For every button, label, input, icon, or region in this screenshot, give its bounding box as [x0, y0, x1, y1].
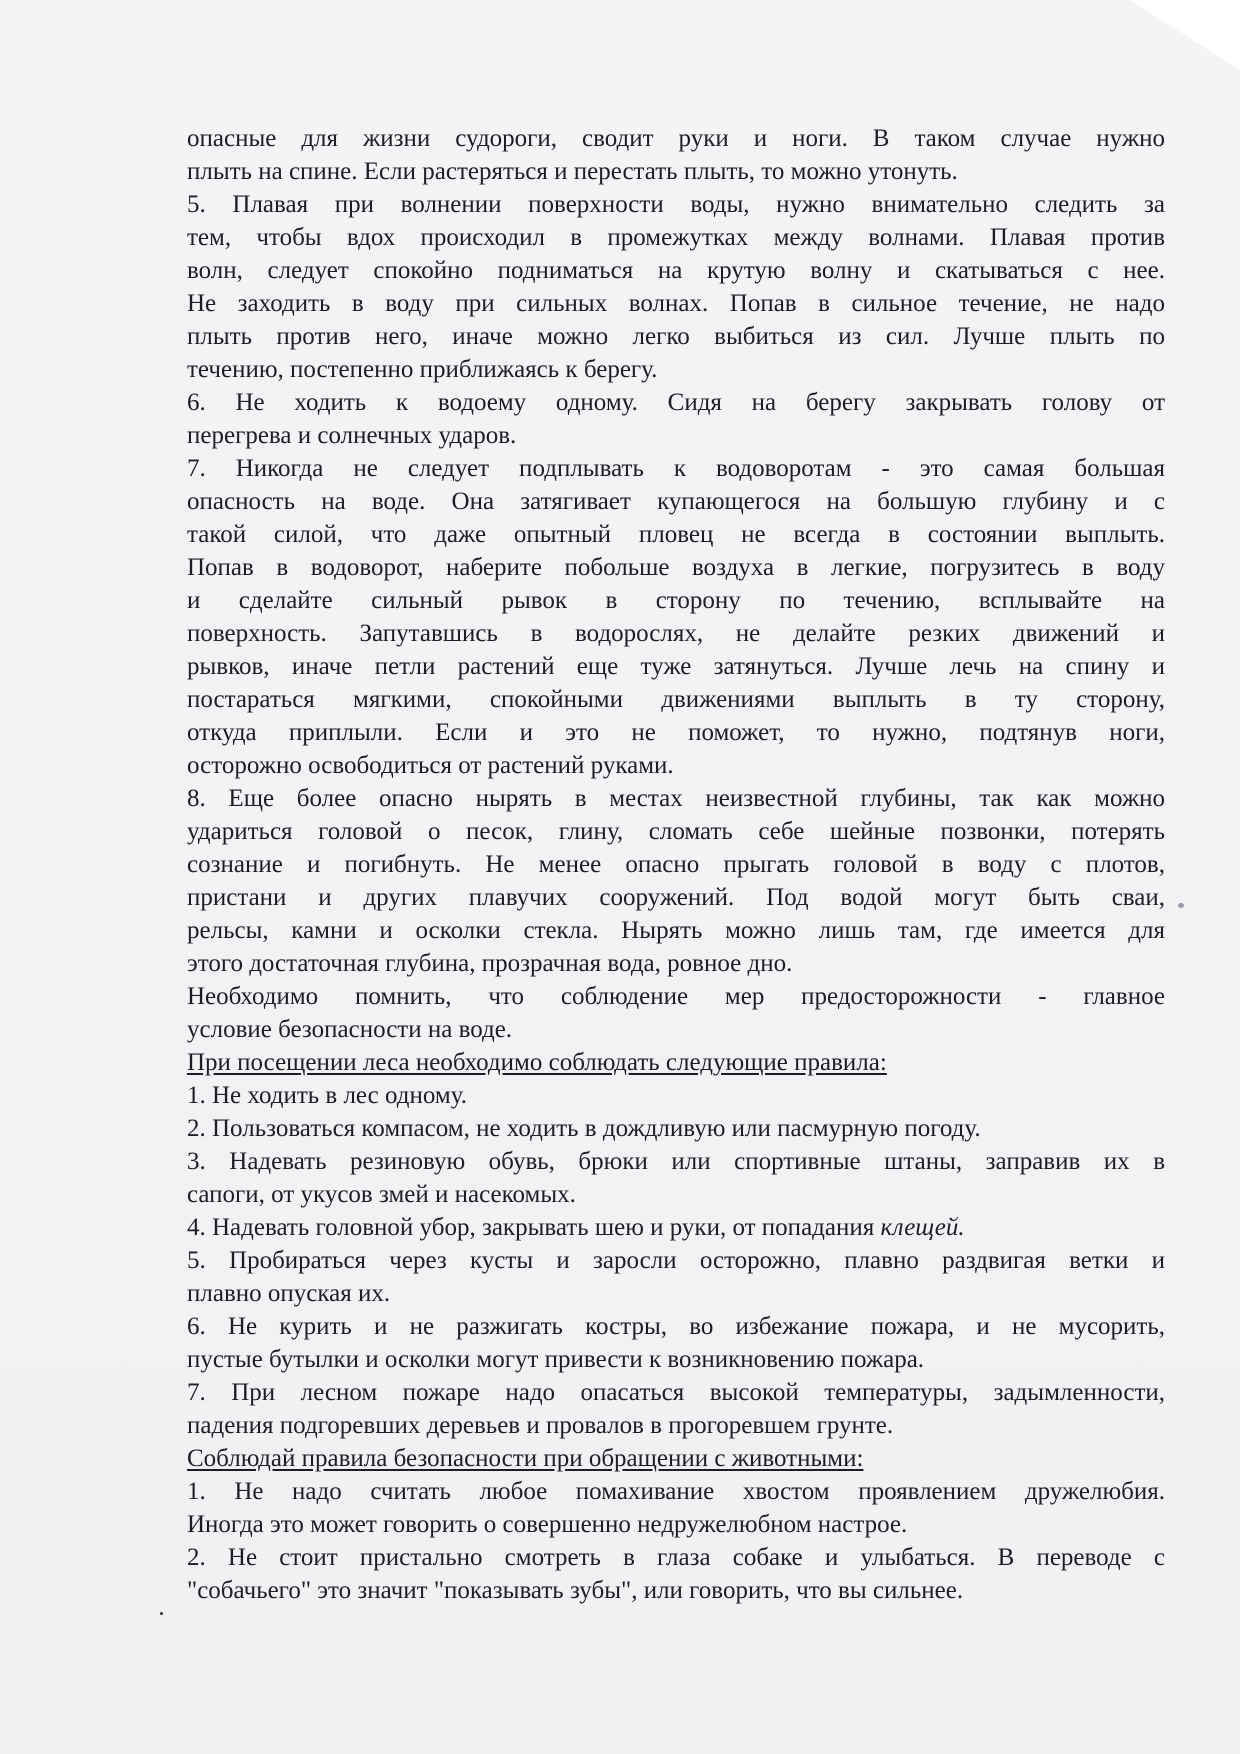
- text-line-content: 3. Надевать резиновую обувь, брюки или спортивные штаны, заправив их в: [187, 1148, 1165, 1175]
- text-line: [187, 1574, 1165, 1607]
- text-line: [187, 617, 1165, 650]
- text-line: [187, 1541, 1165, 1574]
- text-line: [187, 881, 1165, 914]
- text-line: [187, 782, 1165, 815]
- text-line: [187, 287, 1165, 320]
- text-line-content: Не заходить в воду при сильных волнах. Попав в сильное течение, не надо: [187, 290, 1165, 317]
- text-line: [187, 155, 1165, 188]
- text-line-content: такой силой, что даже опытный пловец не всегда в состоянии выплыть.: [187, 521, 1165, 548]
- text-line-content: рельсы, камни и осколки стекла. Нырять можно лишь там, где имеется для: [187, 917, 1165, 944]
- text-line: [187, 353, 1165, 386]
- text-line-content: Соблюдай правила безопасности при обращении с животными:: [187, 1445, 864, 1472]
- text-line: [187, 815, 1165, 848]
- text-line-content: 5. Плавая при волнении поверхности воды, нужно внимательно следить за: [187, 191, 1165, 218]
- text-line-content: плыть на спине. Если растеряться и перестать плыть, то можно утонуть.: [187, 158, 958, 185]
- text-line: [187, 551, 1165, 584]
- text-line: [187, 1079, 1165, 1112]
- text-line-content: 7. Никогда не следует подплывать к водоворотам - это самая большая: [187, 455, 1165, 482]
- text-line-content: 1. Не надо считать любое помахивание хвостом проявлением дружелюбия.: [187, 1478, 1165, 1505]
- text-line: [187, 1211, 1165, 1244]
- text-line: [187, 683, 1165, 716]
- text-line-content: пристани и других плавучих сооружений. Под водой могут быть сваи,: [187, 884, 1165, 911]
- text-line: [187, 716, 1165, 749]
- text-line: [187, 947, 1165, 980]
- text-line: [187, 419, 1165, 452]
- text-line: [187, 221, 1165, 254]
- text-line-content: Иногда это может говорить о совершенно недружелюбном настрое.: [187, 1511, 908, 1538]
- text-line: [187, 1409, 1165, 1442]
- text-line: [187, 584, 1165, 617]
- text-line-content: перегрева и солнечных ударов.: [187, 422, 517, 449]
- text-line: [187, 1343, 1165, 1376]
- text-line-content: "собачьего" это значит "показывать зубы", или говорить, что вы сильнее.: [187, 1577, 964, 1604]
- text-line: [187, 980, 1165, 1013]
- text-line: [187, 1475, 1165, 1508]
- text-line-content: 2. Пользоваться компасом, не ходить в дождливую или пасмурную погоду.: [187, 1115, 981, 1142]
- text-line-content: 8. Еще более опасно нырять в местах неизвестной глубины, так как можно: [187, 785, 1165, 812]
- text-line: [187, 1244, 1165, 1277]
- text-line-content: удариться головой о песок, глину, сломать себе шейные позвонки, потерять: [187, 818, 1165, 845]
- text-line-content: поверхность. Запутавшись в водорослях, не делайте резких движений и: [187, 620, 1165, 647]
- text-line: [187, 1310, 1165, 1343]
- text-line-content: 6. Не ходить к водоему одному. Сидя на берегу закрывать голову от: [187, 389, 1165, 416]
- text-line: [187, 320, 1165, 353]
- text-line-content: постараться мягкими, спокойными движениями выплыть в ту сторону,: [187, 686, 1165, 713]
- text-line: [187, 518, 1165, 551]
- text-line: [187, 749, 1165, 782]
- text-line-content: и сделайте сильный рывок в сторону по течению, всплывайте на: [187, 587, 1165, 614]
- text-line: [187, 1376, 1165, 1409]
- text-line: [187, 188, 1165, 221]
- text-line: [187, 914, 1165, 947]
- italic-word: клещей.: [880, 1214, 965, 1241]
- text-line-content: 7. При лесном пожаре надо опасаться высокой температуры, задымленности,: [187, 1379, 1165, 1406]
- text-line: [187, 452, 1165, 485]
- text-line-content: 1. Не ходить в лес одному.: [187, 1082, 467, 1109]
- text-line: [187, 485, 1165, 518]
- text-line-content: условие безопасности на воде.: [187, 1016, 513, 1043]
- text-line-content: При посещении леса необходимо соблюдать следующие правила:: [187, 1049, 887, 1076]
- text-line-content: падения подгоревших деревьев и провалов в прогоревшем грунте.: [187, 1412, 894, 1439]
- text-line-content: этого достаточная глубина, прозрачная вода, ровное дно.: [187, 950, 793, 977]
- text-line: [187, 848, 1165, 881]
- text-line-content: опасность на воде. Она затягивает купающегося на большую глубину и с: [187, 488, 1165, 515]
- text-line-content: сознание и погибнуть. Не менее опасно прыгать головой в воду с плотов,: [187, 851, 1165, 878]
- scan-speck: [160, 1612, 163, 1615]
- text-line: [187, 1178, 1165, 1211]
- text-line-content: Необходимо помнить, что соблюдение мер предосторожности - главное: [187, 983, 1165, 1010]
- text-line: [187, 386, 1165, 419]
- text-line-content: плыть против него, иначе можно легко выбиться из сил. Лучше плыть по: [187, 323, 1165, 350]
- text-line: [187, 1508, 1165, 1541]
- text-line-content: Попав в водоворот, наберите побольше воздуха в легкие, погрузитесь в воду: [187, 554, 1165, 581]
- section-heading: [187, 1442, 1165, 1475]
- text-line-content: откуда приплыли. Если и это не поможет, то нужно, подтянув ноги,: [187, 719, 1165, 746]
- text-line-content: пустые бутылки и осколки могут привести к возникновению пожара.: [187, 1346, 925, 1373]
- text-line: [187, 1013, 1165, 1046]
- text-line: [187, 254, 1165, 287]
- text-line-content: волн, следует спокойно подниматься на крутую волну и скатываться с нее.: [187, 257, 1165, 284]
- folded-corner: [1130, 0, 1240, 70]
- text-line-content: осторожно освободиться от растений руками.: [187, 752, 674, 779]
- text-line-content: течению, постепенно приближаясь к берегу.: [187, 356, 658, 383]
- text-line-content: 4. Надевать головной убор, закрывать шею и руки, от попадания: [187, 1214, 881, 1241]
- text-line: [187, 650, 1165, 683]
- text-line-content: рывков, иначе петли растений еще туже затянуться. Лучше лечь на спину и: [187, 653, 1165, 680]
- text-line: [187, 1277, 1165, 1310]
- text-line-content: сапоги, от укусов змей и насекомых.: [187, 1181, 576, 1208]
- text-line-content: 6. Не курить и не разжигать костры, во избежание пожара, и не мусорить,: [187, 1313, 1165, 1340]
- text-line-content: тем, чтобы вдох происходил в промежутках между волнами. Плавая против: [187, 224, 1165, 251]
- text-line: [187, 1145, 1165, 1178]
- text-line-content: опасные для жизни судороги, сводит руки и ноги. В таком случае нужно: [187, 125, 1165, 152]
- text-line-content: 2. Не стоит пристально смотреть в глаза собаке и улыбаться. В переводе с: [187, 1544, 1165, 1571]
- document-body: [187, 122, 1165, 1607]
- text-line-content: 5. Пробираться через кусты и заросли осторожно, плавно раздвигая ветки и: [187, 1247, 1165, 1274]
- text-line: [187, 1112, 1165, 1145]
- text-line: [187, 122, 1165, 155]
- section-heading: [187, 1046, 1165, 1079]
- text-line-content: плавно опуская их.: [187, 1280, 391, 1307]
- scan-speck: [1178, 903, 1184, 908]
